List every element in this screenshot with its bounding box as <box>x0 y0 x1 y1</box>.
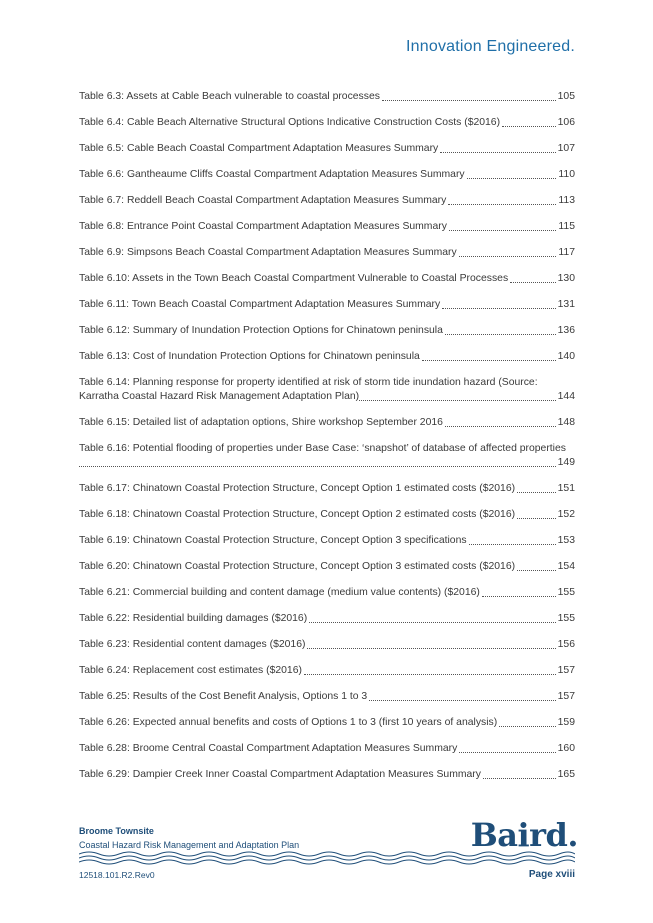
toc-entry-label: Table 6.5: Cable Beach Coastal Compartment Adaptation Measures Summary <box>79 143 439 154</box>
toc-entry-label: Table 6.25: Results of the Cost Benefit Analysis, Options 1 to 3 <box>79 691 368 702</box>
toc-entry[interactable] <box>79 234 575 260</box>
dot-leader <box>79 466 556 467</box>
toc-entry-label: Table 6.6: Gantheaume Cliffs Coastal Compartment Adaptation Measures Summary <box>79 169 465 180</box>
toc-entry-label: Table 6.20: Chinatown Coastal Protection Structure, Concept Option 3 estimated costs ($2016) <box>79 561 516 572</box>
toc-entry[interactable] <box>79 756 575 782</box>
dot-leader <box>517 570 556 571</box>
dot-leader <box>309 622 555 623</box>
dot-leader <box>459 256 557 257</box>
toc-entry-label: Table 6.18: Chinatown Coastal Protection Structure, Concept Option 2 estimated costs ($2016) <box>79 509 516 520</box>
toc-entry-page: 151 <box>557 483 575 494</box>
toc-entry-page: 113 <box>558 195 575 206</box>
toc-entry-page: 106 <box>557 117 575 128</box>
toc-entry[interactable] <box>79 574 575 600</box>
toc-entry-label: Table 6.15: Detailed list of adaptation options, Shire workshop September 2016 <box>79 417 443 428</box>
toc-entry-label: Table 6.24: Replacement cost estimates ($2016) <box>79 665 302 676</box>
toc-entry-label-line1: Table 6.16: Potential flooding of properties under Base Case: ‘snapshot’ of database of affected properties <box>79 443 566 454</box>
dot-leader <box>483 778 556 779</box>
dot-leader <box>422 360 556 361</box>
footer-subtitle: Coastal Hazard Risk Management and Adaptation Plan <box>79 840 300 850</box>
toc-entry[interactable] <box>79 156 575 182</box>
toc-entry-page: 156 <box>557 639 575 650</box>
dot-leader <box>499 726 555 727</box>
toc-entry-label: Table 6.28: Broome Central Coastal Compartment Adaptation Measures Summary <box>79 743 458 754</box>
toc-entry-label: Table 6.10: Assets in the Town Beach Coastal Compartment Vulnerable to Coastal Processes <box>79 273 509 284</box>
toc-entry-page: 110 <box>558 169 575 180</box>
dot-leader <box>449 230 557 231</box>
company-tagline: Innovation Engineered. <box>406 38 575 55</box>
toc-entry-label: Table 6.19: Chinatown Coastal Protection Structure, Concept Option 3 specifications <box>79 535 467 546</box>
dot-leader <box>445 426 556 427</box>
dot-leader <box>445 334 556 335</box>
toc-entry-page: 157 <box>557 665 575 676</box>
toc-entry[interactable] <box>79 404 575 430</box>
toc-entry-label: Table 6.29: Dampier Creek Inner Coastal Compartment Adaptation Measures Summary <box>79 769 481 780</box>
dot-leader <box>517 518 556 519</box>
toc-entry-wrapped[interactable] <box>79 442 575 470</box>
toc-entry-page: 130 <box>557 273 575 284</box>
dot-leader <box>482 596 556 597</box>
toc-entry[interactable] <box>79 600 575 626</box>
toc-block-1 <box>79 78 575 364</box>
toc-entry[interactable] <box>79 522 575 548</box>
dot-leader <box>442 308 555 309</box>
toc-entry[interactable] <box>79 312 575 338</box>
toc-entry[interactable] <box>79 496 575 522</box>
toc-entry-label: Table 6.7: Reddell Beach Coastal Compartment Adaptation Measures Summary <box>79 195 447 206</box>
toc-entry[interactable] <box>79 208 575 234</box>
toc-entry-page: 165 <box>557 769 575 780</box>
toc-entry-line2 <box>79 390 575 404</box>
dot-leader <box>382 100 556 101</box>
toc-entry-page: 148 <box>557 417 575 428</box>
toc-entry-label-line1: Table 6.14: Planning response for property identified at risk of storm tide inundation hazard (Source: <box>79 377 538 388</box>
document-reference: 12518.101.R2.Rev0 <box>79 870 155 880</box>
dot-leader <box>502 126 556 127</box>
toc-entry-page: 154 <box>557 561 575 572</box>
toc-entry-label: Table 6.12: Summary of Inundation Protection Options for Chinatown peninsula <box>79 325 443 336</box>
toc-entry[interactable] <box>79 626 575 652</box>
toc-entry[interactable] <box>79 104 575 130</box>
toc-entry-label: Table 6.3: Assets at Cable Beach vulnerable to coastal processes <box>79 91 380 102</box>
toc-entry[interactable] <box>79 130 575 156</box>
toc-entry[interactable] <box>79 678 575 704</box>
toc-entry-page: 131 <box>557 299 575 310</box>
dot-leader <box>304 674 556 675</box>
toc-entry[interactable] <box>79 286 575 312</box>
toc-entry-label: Table 6.11: Town Beach Coastal Compartment Adaptation Measures Summary <box>79 299 441 310</box>
dot-leader <box>369 700 555 701</box>
toc-entry[interactable] <box>79 182 575 208</box>
baird-logo: Baird. <box>470 816 578 854</box>
toc-entry-page: 153 <box>557 535 575 546</box>
toc-entry-page: 107 <box>557 143 575 154</box>
toc-entry[interactable] <box>79 470 575 496</box>
toc-entry-label: Table 6.21: Commercial building and content damage (medium value contents) ($2016) <box>79 587 480 598</box>
toc-entry-page: 160 <box>557 743 575 754</box>
dot-leader <box>459 752 555 753</box>
toc-entry-wrapped[interactable] <box>79 376 575 404</box>
toc-entry[interactable] <box>79 338 575 364</box>
toc-entry-page: 136 <box>557 325 575 336</box>
dot-leader <box>517 492 556 493</box>
toc-entry-page: 155 <box>557 587 575 598</box>
toc-entry[interactable] <box>79 548 575 574</box>
toc-entry-page: 115 <box>558 221 575 232</box>
dot-leader <box>440 152 555 153</box>
toc-entry-label: Table 6.13: Cost of Inundation Protection Options for Chinatown peninsula <box>79 351 420 362</box>
dot-leader <box>307 648 555 649</box>
toc-entry[interactable] <box>79 730 575 756</box>
toc-entry-label: Table 6.17: Chinatown Coastal Protection Structure, Concept Option 1 estimated costs ($2016) <box>79 483 516 494</box>
dot-leader <box>469 544 556 545</box>
toc-entry-label-line2: Karratha Coastal Hazard Risk Management Adaptation Plan) <box>79 391 360 402</box>
toc-entry-page: 144 <box>557 391 575 402</box>
toc-entry[interactable] <box>79 652 575 678</box>
toc-entry-page: 152 <box>557 509 575 520</box>
toc-entry-page: 140 <box>557 351 575 362</box>
dot-leader <box>359 400 556 401</box>
toc-entry-page: 155 <box>557 613 575 624</box>
toc-entry-page: 159 <box>557 717 575 728</box>
toc-entry-label: Table 6.4: Cable Beach Alternative Structural Options Indicative Construction Costs ($2016) <box>79 117 501 128</box>
dot-leader <box>467 178 557 179</box>
toc-entry[interactable] <box>79 260 575 286</box>
page-number: Page xviii <box>528 869 575 880</box>
toc-entry-label: Table 6.23: Residential content damages ($2016) <box>79 639 306 650</box>
toc-entry[interactable] <box>79 704 575 730</box>
list-of-tables <box>79 78 575 782</box>
toc-entry[interactable] <box>79 78 575 104</box>
toc-entry-page: 149 <box>557 457 575 468</box>
toc-entry-page: 117 <box>558 247 575 258</box>
toc-entry-page: 105 <box>557 91 575 102</box>
toc-entry-line2 <box>79 456 575 470</box>
dot-leader <box>448 204 556 205</box>
toc-entry-label: Table 6.9: Simpsons Beach Coastal Compartment Adaptation Measures Summary <box>79 247 457 258</box>
wave-divider-icon <box>79 850 575 866</box>
dot-leader <box>510 282 556 283</box>
toc-entry-label: Table 6.8: Entrance Point Coastal Compartment Adaptation Measures Summary <box>79 221 447 232</box>
toc-entry-label: Table 6.26: Expected annual benefits and costs of Options 1 to 3 (first 10 years of analysis) <box>79 717 498 728</box>
toc-entry-label: Table 6.22: Residential building damages ($2016) <box>79 613 308 624</box>
toc-entry-page: 157 <box>557 691 575 702</box>
footer-project-title: Broome Townsite <box>79 826 154 836</box>
